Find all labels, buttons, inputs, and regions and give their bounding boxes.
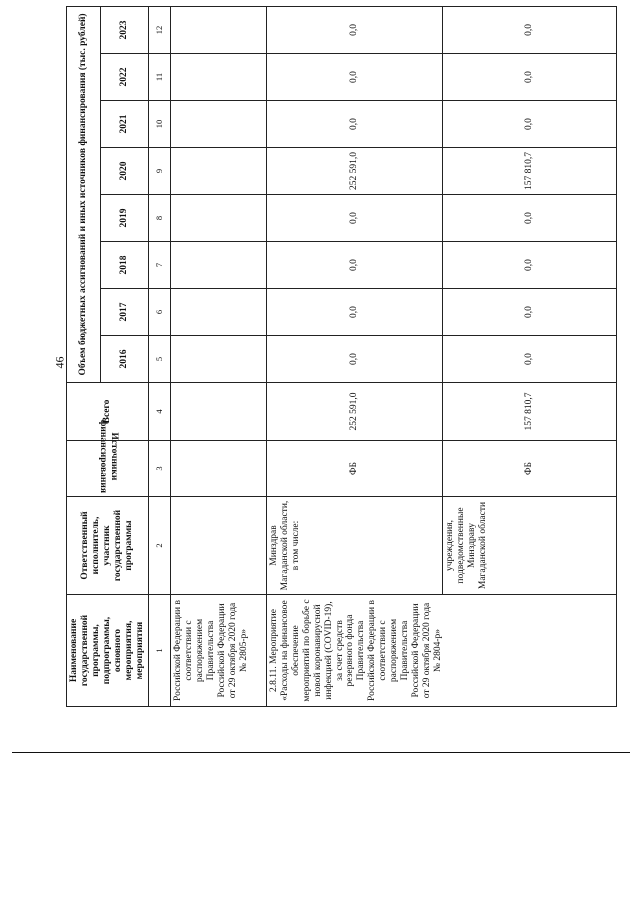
header-total: Всего xyxy=(67,383,149,441)
column-number: 11 xyxy=(149,54,171,101)
row-value xyxy=(171,242,267,289)
column-number: 10 xyxy=(149,101,171,148)
row-value: 0,0 xyxy=(267,6,443,53)
header-source: Источники финансирования xyxy=(67,441,149,497)
header-name: Наименование государственной программы, подпрограммы, основного мероприятия, мероприятия xyxy=(67,595,149,707)
column-number: 3 xyxy=(149,441,171,497)
column-number: 5 xyxy=(149,336,171,383)
row-value: 0,0 xyxy=(267,242,443,289)
row-value: 0,0 xyxy=(443,101,617,148)
header-year: 2020 xyxy=(101,148,149,195)
header-executor: Ответственный исполнитель, участник государственной программы xyxy=(67,497,149,595)
header-row-1 xyxy=(67,6,101,706)
header-year: 2022 xyxy=(101,54,149,101)
row-value: 0,0 xyxy=(443,54,617,101)
row-value xyxy=(171,54,267,101)
row-total xyxy=(171,383,267,441)
horizontal-rule xyxy=(12,752,630,753)
budget-table-rotated xyxy=(66,10,616,707)
column-number: 12 xyxy=(149,6,171,53)
row-value xyxy=(171,195,267,242)
column-number: 6 xyxy=(149,289,171,336)
column-numbers-row xyxy=(149,6,171,706)
row-name: 2.8.11. Мероприятие «Расходы на финансовое обеспечение мероприятий по борьбе с новой коронавирусной инфекцией (COVID-19), за счет средств резервного фонда Правительства Российской Федерации в соответствии с распоряжением Правительства Российской Федерации от 29 октября 2020 года № 2804-р» xyxy=(267,595,617,707)
row-executor: Минздрав Магаданской области, в том числе: xyxy=(267,497,443,595)
column-number: 1 xyxy=(149,595,171,707)
row-total: 157 810,7 xyxy=(443,383,617,441)
row-value: 0,0 xyxy=(267,289,443,336)
row-value xyxy=(171,148,267,195)
row-value: 0,0 xyxy=(267,336,443,383)
header-year: 2016 xyxy=(101,336,149,383)
header-year: 2018 xyxy=(101,242,149,289)
row-value xyxy=(171,336,267,383)
table-row xyxy=(171,6,267,706)
row-source: ФБ xyxy=(443,441,617,497)
row-value: 0,0 xyxy=(267,54,443,101)
row-executor xyxy=(171,497,267,595)
row-value: 0,0 xyxy=(267,195,443,242)
table-row xyxy=(267,6,443,706)
row-value xyxy=(171,6,267,53)
row-value: 0,0 xyxy=(443,289,617,336)
header-year: 2019 xyxy=(101,195,149,242)
page-number: 46 xyxy=(52,356,67,368)
row-value xyxy=(171,289,267,336)
row-source xyxy=(171,441,267,497)
row-value: 0,0 xyxy=(443,6,617,53)
row-value xyxy=(171,101,267,148)
row-executor-sub: учреждения, подведомственные Минздраву Магаданской области xyxy=(443,497,617,595)
column-number: 7 xyxy=(149,242,171,289)
row-source: ФБ xyxy=(267,441,443,497)
row-value: 157 810,7 xyxy=(443,148,617,195)
row-value: 0,0 xyxy=(443,195,617,242)
column-number: 9 xyxy=(149,148,171,195)
row-name: Российской Федерации в соответствии с распоряжением Правительства Российской Федерации от 29 октября 2020 года № 2805-р» xyxy=(171,595,267,707)
row-total: 252 591,0 xyxy=(267,383,443,441)
header-year: 2021 xyxy=(101,101,149,148)
row-value: 0,0 xyxy=(443,242,617,289)
column-number: 8 xyxy=(149,195,171,242)
row-value: 0,0 xyxy=(267,101,443,148)
header-volume-group: Объем бюджетных ассигнований и иных источников финансирования (тыс. рублей) xyxy=(67,6,101,382)
header-year: 2017 xyxy=(101,289,149,336)
row-value: 0,0 xyxy=(443,336,617,383)
budget-table xyxy=(66,6,617,707)
column-number: 2 xyxy=(149,497,171,595)
column-number: 4 xyxy=(149,383,171,441)
header-year: 2023 xyxy=(101,6,149,53)
row-value: 252 591,0 xyxy=(267,148,443,195)
